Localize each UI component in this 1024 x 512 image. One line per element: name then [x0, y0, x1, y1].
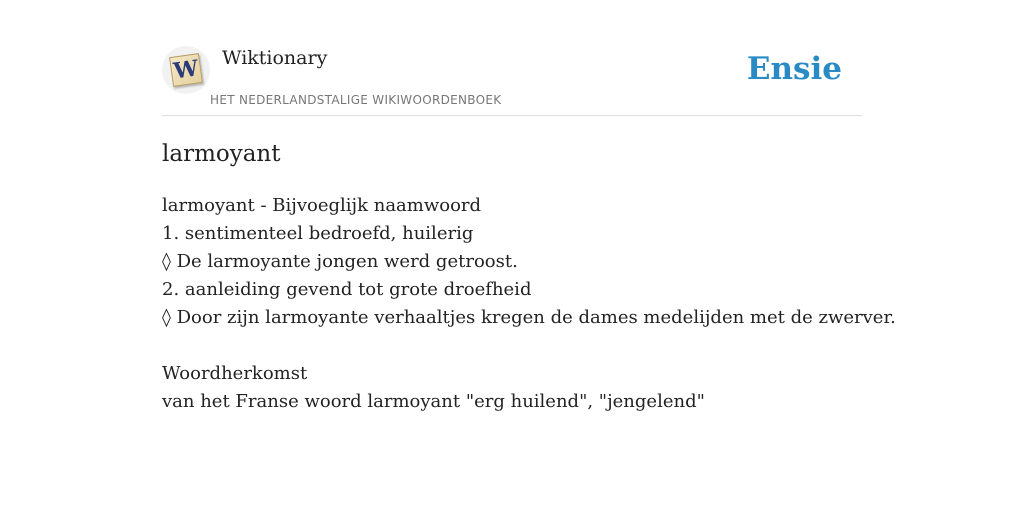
page-container	[162, 0, 896, 512]
etymology-text: van het Franse woord larmoyant "erg huilend", "jengelend"	[162, 391, 705, 412]
section-spacer	[162, 332, 882, 360]
sense-2-example: ◊ Door zijn larmoyante verhaaltjes kregen de dames medelijden met de zwerver.	[162, 307, 896, 328]
sense-1-example: ◊ De larmoyante jongen werd getroost.	[162, 251, 518, 272]
wiktionary-logo[interactable]	[162, 46, 210, 94]
word-class-line: larmoyant - Bijvoeglijk naamwoord	[162, 195, 482, 216]
site-header	[162, 0, 862, 116]
page-title: larmoyant	[162, 141, 281, 167]
etymology-heading: Woordherkomst	[162, 363, 308, 384]
sense-2-definition: 2. aanleiding gevend tot grote droefheid	[162, 279, 532, 300]
site-name[interactable]: Wiktionary	[222, 47, 328, 69]
logo-letter: W	[171, 55, 201, 85]
definition-body	[162, 192, 896, 416]
site-tagline: HET NEDERLANDSTALIGE WIKIWOORDENBOEK	[210, 93, 502, 107]
sense-1-definition: 1. sentimenteel bedroefd, huilerig	[162, 223, 474, 244]
ensie-brand-link[interactable]: Ensie	[746, 51, 842, 87]
logo-tile	[169, 53, 203, 87]
